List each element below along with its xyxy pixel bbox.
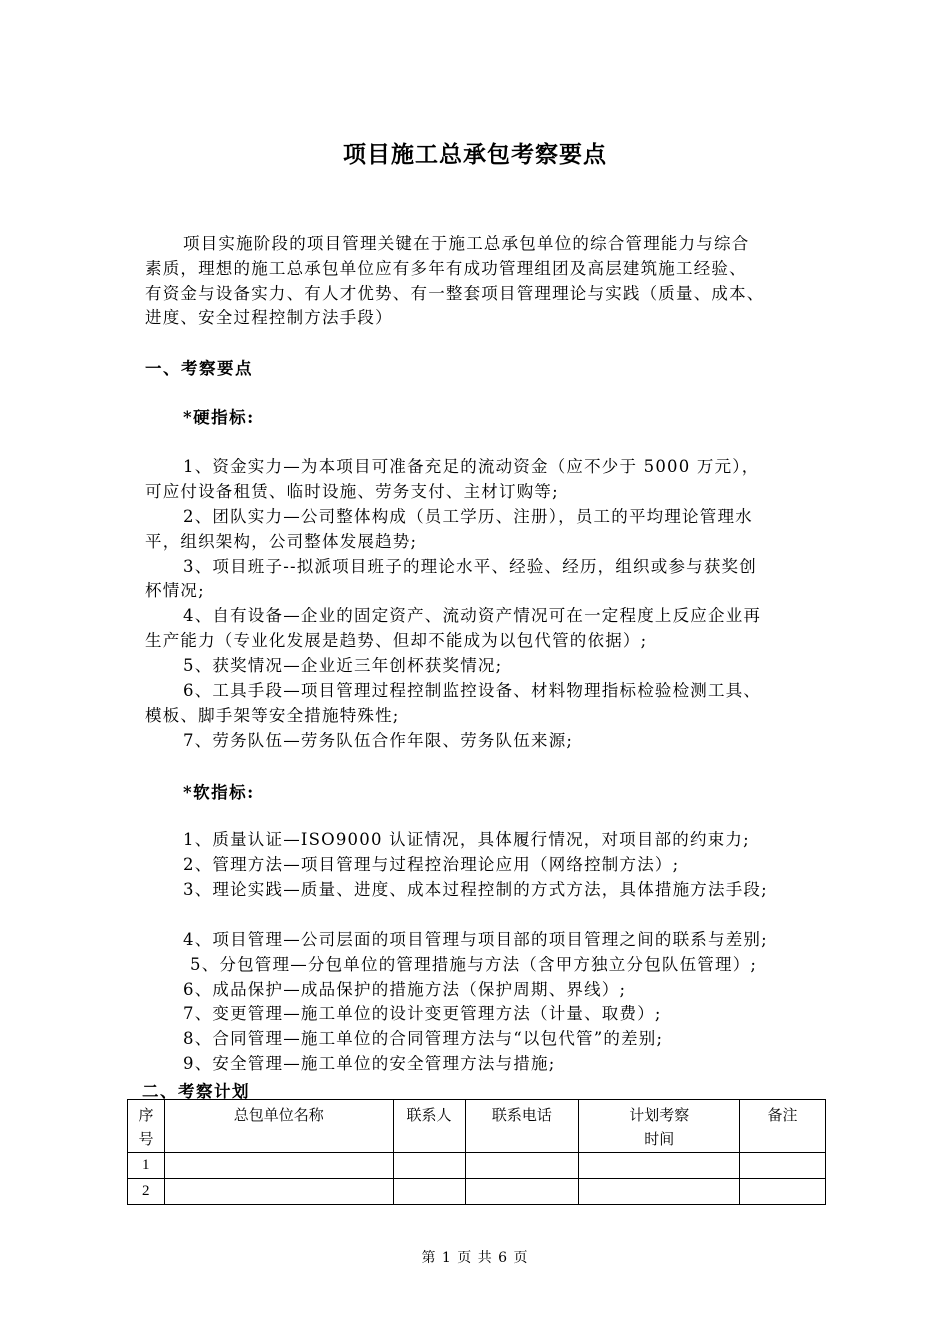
list-item: 1、资金实力—为本项目可准备充足的流动资金（应不少于 5000 万元），	[183, 457, 760, 476]
table-cell	[740, 1179, 826, 1205]
section-heading-inspection-points: 一、考察要点	[145, 359, 253, 378]
list-item: 9、安全管理—施工单位的安全管理方法与措施;	[183, 1054, 556, 1073]
list-item: 6、工具手段—项目管理过程控制监控设备、材料物理指标检验检测工具、	[183, 681, 762, 700]
header-cell-contact-person: 联系人	[393, 1100, 465, 1153]
table-cell	[393, 1179, 465, 1205]
table-cell	[164, 1153, 393, 1179]
list-item: 模板、脚手架等安全措施特殊性;	[145, 706, 400, 725]
section-heading-inspection-plan: 二、考察计划	[142, 1082, 250, 1101]
list-item: 2、团队实力—公司整体构成（员工学历、注册），员工的平均理论管理水	[183, 507, 753, 526]
document-title: 项目施工总承包考察要点	[343, 141, 607, 168]
intro-line: 项目实施阶段的项目管理关键在于施工总承包单位的综合管理能力与综合	[183, 234, 750, 253]
page-footer: 第 1 页 共 6 页	[421, 1250, 529, 1266]
list-item: 4、项目管理—公司层面的项目管理与项目部的项目管理之间的联系与差别;	[183, 930, 768, 949]
list-item: 8、合同管理—施工单位的合同管理方法与“以包代管”的差别;	[183, 1029, 664, 1048]
list-item: 1、质量认证—ISO9000 认证情况，具体履行情况，对项目部的约束力;	[183, 830, 750, 849]
header-cell-contractor-name: 总包单位名称	[164, 1100, 393, 1153]
intro-line: 素质，理想的施工总承包单位应有多年有成功管理组团及高层建筑施工经验、	[145, 259, 747, 278]
list-item: 5、分包管理—分包单位的管理措施与方法（含甲方独立分包队伍管理）;	[190, 955, 758, 974]
list-item: 2、管理方法—项目管理与过程控治理论应用（网络控制方法）;	[183, 855, 680, 874]
list-item: 3、理论实践—质量、进度、成本过程控制的方式方法，具体措施方法手段;	[183, 880, 768, 899]
table-cell	[579, 1179, 740, 1205]
soft-indicators-heading: *软指标:	[183, 783, 255, 802]
list-item: 杯情况;	[145, 581, 205, 600]
table-cell	[579, 1153, 740, 1179]
list-item: 4、自有设备—企业的固定资产、流动资产情况可在一定程度上反应企业再	[183, 606, 762, 625]
list-item: 可应付设备租赁、临时设施、劳务支付、主材订购等;	[145, 482, 559, 501]
table-row	[128, 1179, 826, 1205]
list-item: 平，组织架构，公司整体发展趋势;	[145, 532, 418, 551]
list-item: 7、劳务队伍—劳务队伍合作年限、劳务队伍来源;	[183, 731, 574, 750]
list-item: 3、项目班子--拟派项目班子的理论水平、经验、经历，组织或参与获奖创	[183, 557, 757, 576]
list-item: 6、成品保护—成品保护的措施方法（保护周期、界线）;	[183, 980, 627, 999]
table-cell: 2	[128, 1179, 165, 1205]
header-cell-remarks: 备注	[740, 1100, 826, 1153]
table-cell	[465, 1153, 579, 1179]
intro-line: 有资金与设备实力、有人才优势、有一整套项目管理理论与实践（质量、成本、	[145, 284, 765, 303]
table-row	[128, 1153, 826, 1179]
hard-indicators-heading: *硬指标:	[183, 408, 255, 427]
list-item: 生产能力（专业化发展是趋势、但却不能成为以包代管的依据）;	[145, 631, 648, 650]
list-item: 5、获奖情况—企业近三年创杯获奖情况;	[183, 656, 503, 675]
intro-line: 进度、安全过程控制方法手段）	[145, 308, 393, 327]
table-cell	[164, 1179, 393, 1205]
table-cell	[393, 1153, 465, 1179]
table-cell: 1	[128, 1153, 165, 1179]
list-item: 7、变更管理—施工单位的设计变更管理方法（计量、取费）;	[183, 1004, 662, 1023]
table-cell	[740, 1153, 826, 1179]
table-header-row	[128, 1100, 826, 1153]
inspection-plan-table	[127, 1099, 826, 1205]
header-cell-phone: 联系电话	[465, 1100, 579, 1153]
header-cell-serial: 序 号	[128, 1100, 165, 1153]
table-cell	[465, 1179, 579, 1205]
header-cell-planned-time: 计划考察 时间	[579, 1100, 740, 1153]
